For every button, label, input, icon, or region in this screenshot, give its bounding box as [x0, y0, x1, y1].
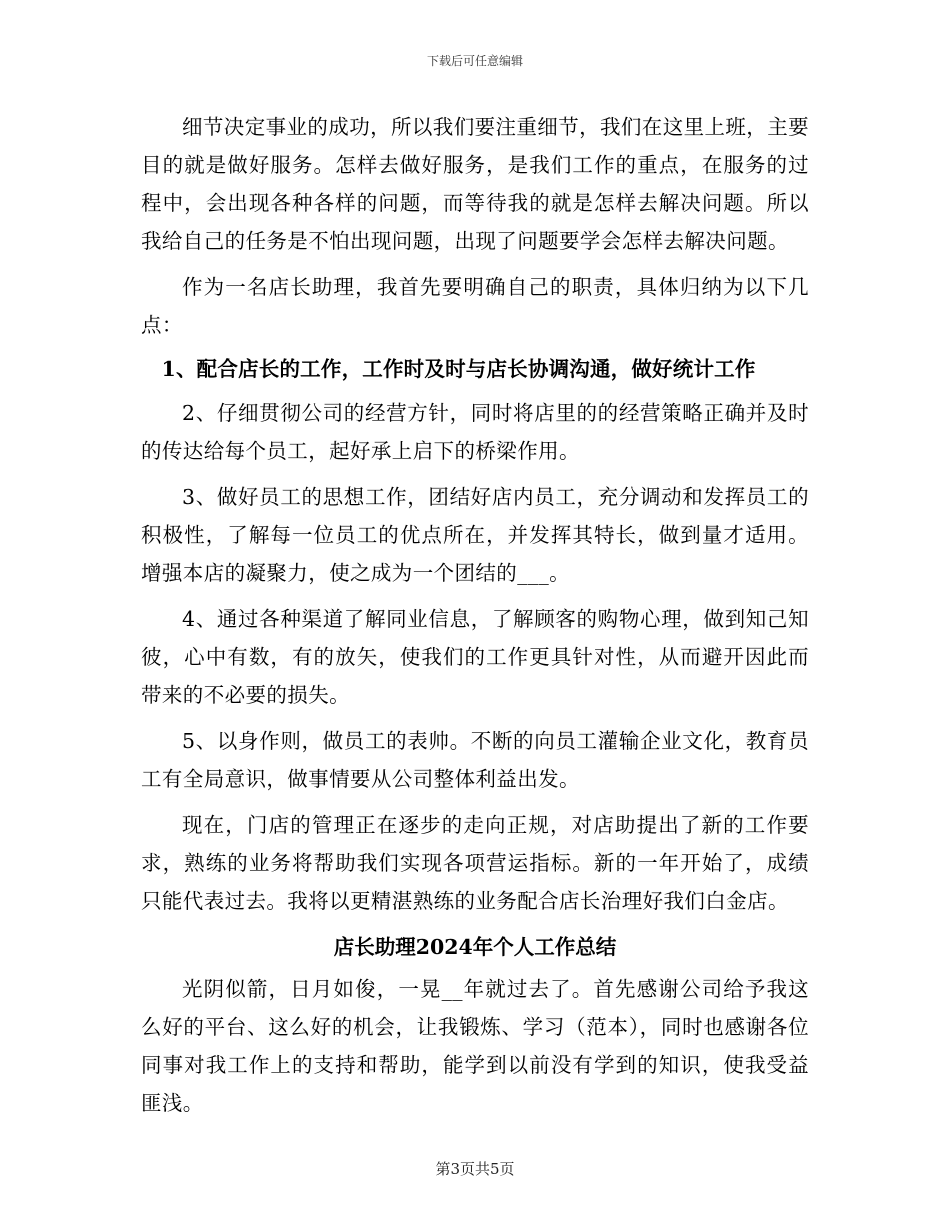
- paragraph-summary-intro: 光阴似箭，日月如俊，一晃__年就过去了。首先感谢公司给予我这么好的平台、这么好的机会，让我锻炼、学习（范本），同时也感谢各位同事对我工作上的支持和帮助，能学到以前没有学到的知识，使我受益匪浅。: [141, 977, 809, 1115]
- paragraph-conclusion: 现在，门店的管理正在逐步的走向正规，对店助提出了新的工作要求，熟练的业务将帮助我们实现各项营运指标。新的一年开始了，成绩只能代表过去。我将以更精湛熟练的业务配合店长治理好我们白金店。: [141, 813, 809, 913]
- page-footer-page-number: 第3页共5页: [435, 1160, 515, 1178]
- duty-item-5: 5、以身作则，做员工的表帅。不断的向员工灌输企业文化，教育员工有全局意识，做事情要从公司整体利益出发。: [141, 729, 809, 791]
- duty-item-2: 2、仔细贯彻公司的经营方针，同时将店里的的经营策略正确并及时的传达给每个员工，起好承上启下的桥梁作用。: [141, 401, 809, 463]
- duty-item-3: 3、做好员工的思想工作，团结好店内员工，充分调动和发挥员工的积极性，了解每一位员工的优点所在，并发挥其特长，做到量才适用。增强本店的凝聚力，使之成为一个团结的___。: [141, 485, 809, 585]
- page-header-note: 下载后可任意编辑: [426, 54, 523, 68]
- paragraph-duties-intro: 作为一名店长助理，我首先要明确自己的职责，具体归纳为以下几点：: [141, 275, 809, 337]
- paragraph-details: 细节决定事业的成功，所以我们要注重细节，我们在这里上班，主要目的就是做好服务。怎样去做好服务，是我们工作的重点，在服务的过程中，会出现各种各样的问题，而等待我的就是怎样去解决问题。所以我给自己的任务是不怕出现问题，出现了问题要学会怎样去解决问题。: [141, 115, 809, 253]
- section-title: 店长助理2024年个人工作总结: [333, 935, 617, 959]
- duty-item-4: 4、通过各种渠道了解同业信息，了解顾客的购物心理，做到知己知彼，心中有数，有的放矢，使我们的工作更具针对性，从而避开因此而带来的不必要的损失。: [141, 607, 809, 707]
- document-body: [141, 108, 809, 1130]
- duty-item-1: 1、配合店长的工作，工作时及时与店长协调沟通，做好统计工作: [161, 357, 756, 381]
